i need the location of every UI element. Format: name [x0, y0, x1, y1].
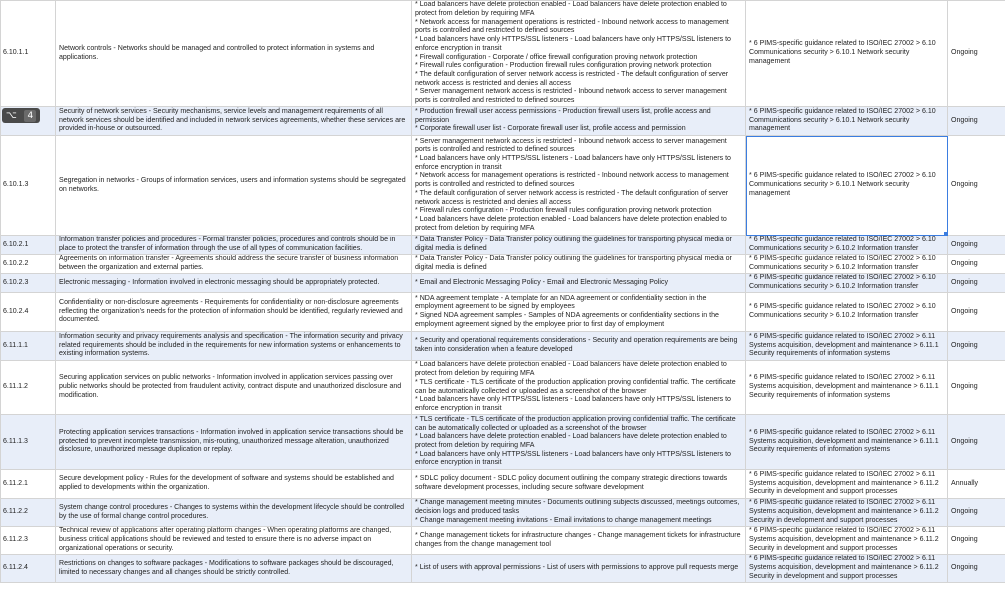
evidence-cell[interactable]: * TLS certificate - TLS certificate of the production application proving confidential traffic. The certificate can be automatically collected or uploaded as a screenshot of the browser * Load balancers have delete protection enabled - Load balancers have delete protection enabled to protect from deletion by requiring MFA * Load balancers have only HTTPS/SSL listeners - Load balancers have only HTTPS/SSL listeners to enforce encryption in transit — [412, 415, 746, 470]
control-description-cell[interactable]: Electronic messaging - Information involved in electronic messaging should be appropriately protected. — [56, 274, 412, 293]
control-description-cell[interactable]: Agreements on information transfer - Agreements should address the secure transfer of business information between the organization and external parties. — [56, 255, 412, 274]
evidence-cell[interactable]: * Change management meeting minutes - Documents outlining subjects discussed, meetings outcomes, decision logs and produced tasks * Change management meeting invitations - Email invitations to change management meetings — [412, 499, 746, 527]
status-cell[interactable]: Ongoing — [948, 527, 1005, 555]
control-id-cell[interactable]: 6.10.2.4 — [1, 293, 56, 332]
status-cell[interactable]: Ongoing — [948, 274, 1005, 293]
control-id-cell[interactable]: 6.10.2.2 — [1, 255, 56, 274]
table-row — [1, 274, 1005, 293]
control-description-cell[interactable]: System change control procedures - Changes to systems within the development lifecycle should be controlled by the use of formal change control procedures. — [56, 499, 412, 527]
evidence-cell[interactable]: * Production firewall user access permissions - Production firewall users list, profile access and permission * Corporate firewall user list - Corporate firewall user list, profile access and permission — [412, 107, 746, 136]
status-cell[interactable]: Ongoing — [948, 1, 1005, 107]
table-row — [1, 555, 1005, 583]
control-id-cell[interactable]: 6.10.1.1 — [1, 1, 56, 107]
control-description-cell[interactable]: Information security and privacy requirements analysis and specification - The information security and privacy related requirements should be included in the requirements for new information systems or enhancements to existing information systems. — [56, 332, 412, 361]
evidence-cell[interactable]: * Server management network access is restricted - Inbound network access to server management ports is controlled and restricted to defined sources * Load balancers have only HTTPS/SSL listeners - Load balancers have only HTTPS/SSL listeners to enforce encryption in transit * Network access for management operations is restricted - Inbound network access to management ports is controlled and restricted to defined sources * The default configuration of server network access is restricted - The default configuration of server network access is restricted and denies all access * Firewall rules configuration - Production firewall rules configuration proving network protection * Load balancers have delete protection enabled - Load balancers have delete protection enabled to protect from deletion by requiring MFA — [412, 136, 746, 236]
control-description-cell[interactable]: Secure development policy - Rules for the development of software and systems should be established and applied to developments within the organization. — [56, 470, 412, 499]
status-cell[interactable]: Ongoing — [948, 293, 1005, 332]
guidance-cell[interactable]: * 6 PIMS-specific guidance related to ISO/IEC 27002 > 6.11 Systems acquisition, development and maintenance > 6.11.2 Security in development and support processes — [746, 555, 948, 583]
table-row — [1, 293, 1005, 332]
guidance-cell[interactable]: * 6 PIMS-specific guidance related to ISO/IEC 27002 > 6.10 Communications security > 6.10.2 Information transfer — [746, 293, 948, 332]
table-row — [1, 332, 1005, 361]
control-description-cell[interactable]: Security of network services - Security mechanisms, service levels and management requirements of all network services should be identified and included in network services agreements, whether these services are provided in-house or outsourced. — [56, 107, 412, 136]
evidence-cell[interactable]: * Security and operational requirements considerations - Security and operation requirements are being taken into consideration when a feature developed — [412, 332, 746, 361]
table-row — [1, 361, 1005, 415]
guidance-cell[interactable]: * 6 PIMS-specific guidance related to ISO/IEC 27002 > 6.10 Communications security > 6.10.2 Information transfer — [746, 274, 948, 293]
status-cell[interactable]: Ongoing — [948, 499, 1005, 527]
control-id-cell[interactable]: 6.10.2.3 — [1, 274, 56, 293]
control-description-cell[interactable]: Confidentiality or non-disclosure agreements - Requirements for confidentiality or non-disclosure agreements reflecting the organization's needs for the protection of information should be identified, regularly reviewed and documented. — [56, 293, 412, 332]
keyboard-shortcut-badge — [2, 108, 40, 123]
control-description-cell[interactable]: Segregation in networks - Groups of information services, users and information systems should be segregated on networks. — [56, 136, 412, 236]
table-row — [1, 236, 1005, 255]
table-row — [1, 415, 1005, 470]
status-cell[interactable]: Ongoing — [948, 555, 1005, 583]
table-row — [1, 136, 1005, 236]
control-description-cell[interactable]: Technical review of applications after operating platform changes - When operating platforms are changed, business critical applications should be reviewed and tested to ensure there is no adverse impact on organizational operations or security. — [56, 527, 412, 555]
control-id-cell[interactable]: 6.11.2.4 — [1, 555, 56, 583]
guidance-cell[interactable]: * 6 PIMS-specific guidance related to ISO/IEC 27002 > 6.11 Systems acquisition, development and maintenance > 6.11.2 Security in development and support processes — [746, 470, 948, 499]
control-id-cell[interactable]: 6.11.2.1 — [1, 470, 56, 499]
evidence-cell[interactable]: * Change management tickets for infrastructure changes - Change management tickets for infrastructure changes from the change management tool — [412, 527, 746, 555]
status-cell[interactable]: Ongoing — [948, 236, 1005, 255]
evidence-cell[interactable]: * Email and Electronic Messaging Policy - Email and Electronic Messaging Policy — [412, 274, 746, 293]
status-cell[interactable]: Ongoing — [948, 255, 1005, 274]
evidence-cell[interactable]: * SDLC policy document - SDLC policy document outlining the company strategic directions towards software development processes, including secure software development — [412, 470, 746, 499]
control-description-cell[interactable]: Restrictions on changes to software packages - Modifications to software packages should be discouraged, limited to necessary changes and all changes should be strictly controlled. — [56, 555, 412, 583]
evidence-cell[interactable]: * Data Transfer Policy - Data Transfer policy outlining the guidelines for transporting physical media or digital media is defined — [412, 255, 746, 274]
control-description-cell[interactable]: Information transfer policies and procedures - Formal transfer policies, procedures and controls should be in place to protect the transfer of information through the use of all types of communication facilities. — [56, 236, 412, 255]
control-id-cell[interactable]: 6.10.2.1 — [1, 236, 56, 255]
guidance-cell[interactable]: * 6 PIMS-specific guidance related to ISO/IEC 27002 > 6.11 Systems acquisition, development and maintenance > 6.11.1 Security requirements of information systems — [746, 332, 948, 361]
control-id-cell[interactable]: 6.11.1.2 — [1, 361, 56, 415]
control-id-cell[interactable]: 6.10.1.3 — [1, 136, 56, 236]
option-key-icon: ⌥ — [5, 110, 17, 121]
guidance-cell[interactable]: * 6 PIMS-specific guidance related to ISO/IEC 27002 > 6.11 Systems acquisition, development and maintenance > 6.11.1 Security requirements of information systems — [746, 361, 948, 415]
guidance-cell[interactable]: * 6 PIMS-specific guidance related to ISO/IEC 27002 > 6.11 Systems acquisition, development and maintenance > 6.11.2 Security in development and support processes — [746, 499, 948, 527]
control-id-cell[interactable]: 6.11.2.3 — [1, 527, 56, 555]
evidence-cell[interactable]: * NDA agreement template - A template for an NDA agreement or confidentiality section in the employment agreement to be signed by employees * Signed NDA agreement samples - Samples of NDA agreements or confidentiality sections in the employment agreement signed by the employee prior to first day of employment — [412, 293, 746, 332]
status-cell[interactable]: Ongoing — [948, 136, 1005, 236]
table-row — [1, 1, 1005, 107]
evidence-cell[interactable]: * Load balancers have delete protection enabled - Load balancers have delete protection enabled to protect from deletion by requiring MFA * TLS certificate - TLS certificate of the production application proving confidential traffic. The certificate can be automatically collected or uploaded as a screenshot of the browser * Load balancers have only HTTPS/SSL listeners - Load balancers have only HTTPS/SSL listeners to enforce encryption in transit — [412, 361, 746, 415]
table-row — [1, 255, 1005, 274]
control-description-cell[interactable]: Protecting application services transactions - Information involved in application service transactions should be protected to prevent incomplete transmission, mis-routing, unauthorized message alteration, unauthorized disclosure, unauthorized message duplication or replay. — [56, 415, 412, 470]
table-row — [1, 527, 1005, 555]
table-row — [1, 470, 1005, 499]
guidance-cell-selected[interactable] — [746, 136, 948, 236]
table-row — [1, 499, 1005, 527]
control-id-cell[interactable]: 6.11.2.2 — [1, 499, 56, 527]
guidance-cell[interactable]: * 6 PIMS-specific guidance related to ISO/IEC 27002 > 6.11 Systems acquisition, development and maintenance > 6.11.1 Security requirements of information systems — [746, 415, 948, 470]
evidence-cell[interactable]: * Load balancers have delete protection enabled - Load balancers have delete protection enabled to protect from deletion by requiring MFA * Network access for management operations is restricted - Inbound network access to management ports is controlled and restricted to defined sources * Load balancers have only HTTPS/SSL listeners - Load balancers have only HTTPS/SSL listeners to enforce encryption in transit * Firewall configuration - Corporate / office firewall configuration proving network protection * Firewall rules configuration - Production firewall rules configuration proving network protection * The default configuration of server network access is restricted - The default configuration of server network access is restricted and denies all access * Server management network access is restricted - Inbound network access to server management ports is controlled and restricted to defined sources — [412, 1, 746, 107]
evidence-cell[interactable]: * Data Transfer Policy - Data Transfer policy outlining the guidelines for transporting physical media or digital media is defined — [412, 236, 746, 255]
status-cell[interactable]: Ongoing — [948, 332, 1005, 361]
shortcut-key-label: 4 — [24, 110, 36, 122]
control-description-cell[interactable]: Securing application services on public networks - Information involved in application services passing over public networks should be protected from fraudulent activity, contract dispute and unauthorized disclosure and modification. — [56, 361, 412, 415]
control-description-cell[interactable]: Network controls - Networks should be managed and controlled to protect information in systems and applications. — [56, 1, 412, 107]
table-row — [1, 107, 1005, 136]
status-cell[interactable]: Annually — [948, 470, 1005, 499]
fill-handle[interactable] — [943, 231, 948, 236]
guidance-cell[interactable]: * 6 PIMS-specific guidance related to ISO/IEC 27002 > 6.10 Communications security > 6.10.1 Network security management — [746, 107, 948, 136]
status-cell[interactable]: Ongoing — [948, 415, 1005, 470]
status-cell[interactable]: Ongoing — [948, 107, 1005, 136]
guidance-cell[interactable]: * 6 PIMS-specific guidance related to ISO/IEC 27002 > 6.10 Communications security > 6.10.2 Information transfer — [746, 236, 948, 255]
control-id-cell[interactable]: 6.11.1.1 — [1, 332, 56, 361]
control-id-cell[interactable]: 6.11.1.3 — [1, 415, 56, 470]
evidence-cell[interactable]: * List of users with approval permissions - List of users with permissions to approve pull requests merge — [412, 555, 746, 583]
guidance-cell[interactable]: * 6 PIMS-specific guidance related to ISO/IEC 27002 > 6.11 Systems acquisition, development and maintenance > 6.11.2 Security in development and support processes — [746, 527, 948, 555]
guidance-cell[interactable]: * 6 PIMS-specific guidance related to ISO/IEC 27002 > 6.10 Communications security > 6.10.2 Information transfer — [746, 255, 948, 274]
guidance-cell[interactable]: * 6 PIMS-specific guidance related to ISO/IEC 27002 > 6.10 Communications security > 6.10.1 Network security management — [746, 1, 948, 107]
guidance-text: * 6 PIMS-specific guidance related to ISO/IEC 27002 > 6.10 Communications security > 6.10.1 Network security management — [749, 172, 936, 197]
status-cell[interactable]: Ongoing — [948, 361, 1005, 415]
